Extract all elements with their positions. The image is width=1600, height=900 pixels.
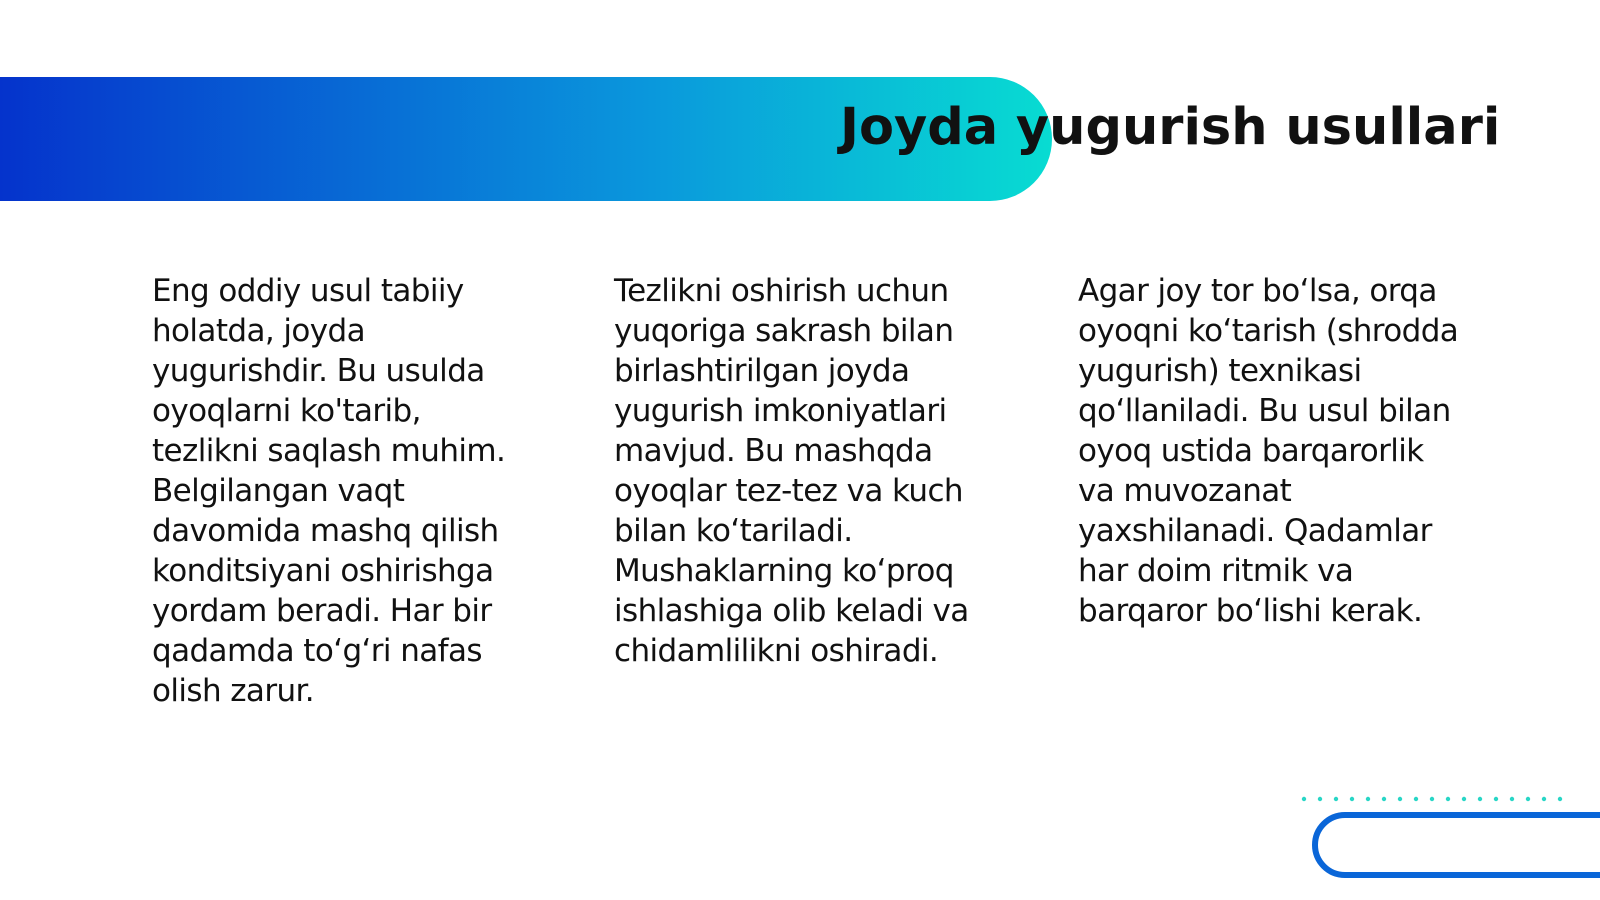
decorative-dot xyxy=(1494,797,1498,801)
decorative-dot xyxy=(1366,797,1370,801)
decorative-dot xyxy=(1334,797,1338,801)
decorative-dot xyxy=(1446,797,1450,801)
decorative-dot xyxy=(1318,797,1322,801)
decorative-dot xyxy=(1558,797,1562,801)
decorative-dot xyxy=(1382,797,1386,801)
decorative-dot xyxy=(1350,797,1354,801)
text-column-1: Eng oddiy usul tabiiy holatda, joyda yugurishdir. Bu usulda oyoqlarni ko'tarib, tezlikni saqlash muhim. Belgilangan vaqt davomida mashq qilish konditsiyani oshirishga yordam beradi. Har bir qadamda to‘g‘ri nafas olish zarur. xyxy=(152,273,506,709)
decorative-dot xyxy=(1414,797,1418,801)
decorative-dots xyxy=(1300,792,1570,806)
decorative-dot xyxy=(1462,797,1466,801)
decorative-dot xyxy=(1302,797,1306,801)
decorative-dot xyxy=(1526,797,1530,801)
slide-title: Joyda yugurish usullari xyxy=(840,98,1501,157)
decorative-dot xyxy=(1430,797,1434,801)
decorative-dot xyxy=(1542,797,1546,801)
decorative-dot xyxy=(1478,797,1482,801)
decorative-dot xyxy=(1398,797,1402,801)
decorative-pill-outline xyxy=(1312,812,1600,878)
decorative-dot xyxy=(1510,797,1514,801)
text-column-3: Agar joy tor bo‘lsa, orqa oyoqni ko‘tarish (shrodda yugurish) texnikasi qo‘llaniladi. Bu usul bilan oyoq ustida barqarorlik va muvozanat yaxshilanadi. Qadamlar har doim ritmik va barqaror bo‘lishi kerak. xyxy=(1078,273,1459,629)
text-column-2: Tezlikni oshirish uchun yuqoriga sakrash bilan birlashtirilgan joyda yugurish imkoniyatlari mavjud. Bu mashqda oyoqlar tez-tez va kuch bilan ko‘tariladi. Mushaklarning ko‘proq ishlashiga olib keladi va chidamlilikni oshiradi. xyxy=(614,273,969,669)
